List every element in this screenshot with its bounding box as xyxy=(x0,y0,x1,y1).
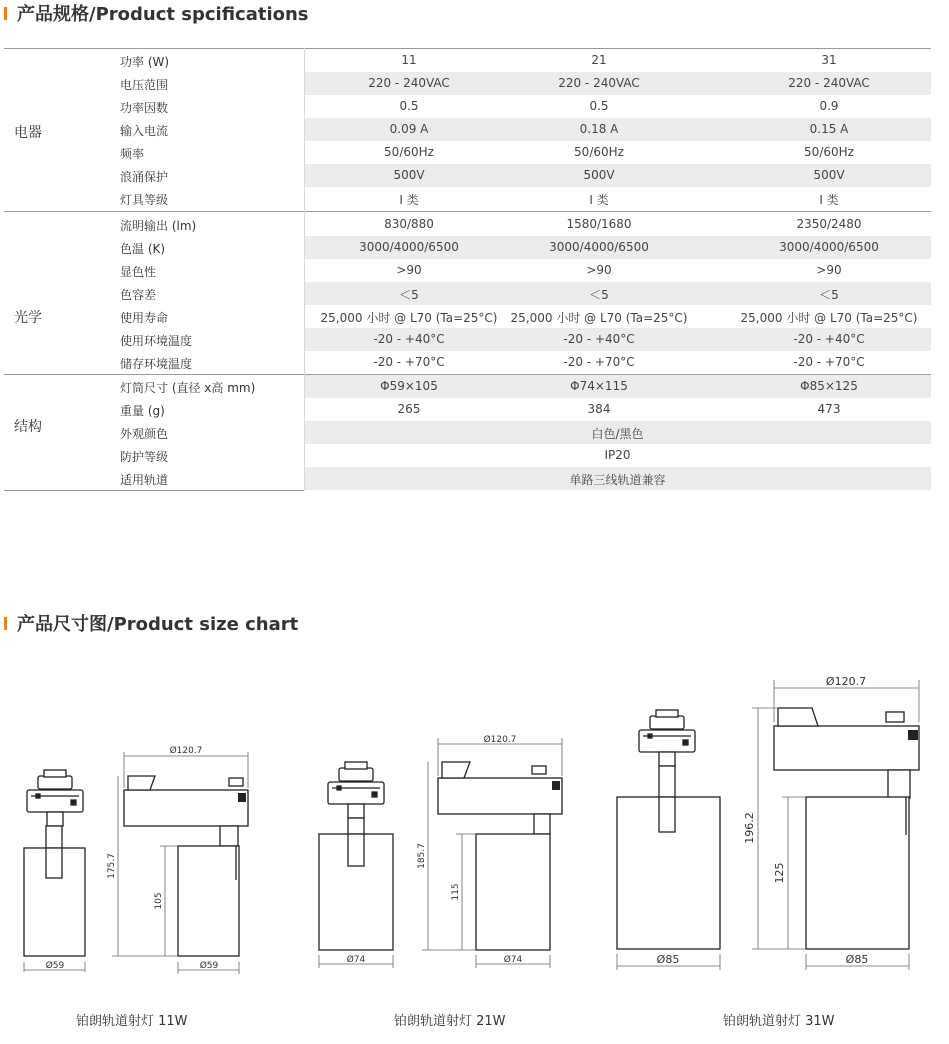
cell: Φ85×125 xyxy=(800,379,858,393)
row-label: 灯筒尺寸 (直径 x高 mm) xyxy=(120,381,256,395)
cell: 220 - 240VAC xyxy=(788,76,870,90)
cell: 50/60Hz xyxy=(804,145,854,159)
cell: -20 - +70°C xyxy=(373,355,445,369)
cell: 220 - 240VAC xyxy=(368,76,450,90)
height-dim: 185.7 xyxy=(417,843,427,869)
side-diameter: Ø85 xyxy=(845,953,869,966)
cell: 25,000 小时 @ L70 (Ta=25°C) xyxy=(320,311,498,325)
cell: 25,000 小时 @ L70 (Ta=25°C) xyxy=(510,311,688,325)
cell: 473 xyxy=(817,402,841,416)
cell: 0.18 A xyxy=(579,122,619,136)
cell: 1580/1680 xyxy=(566,217,632,231)
body-height-dim: 125 xyxy=(773,862,786,884)
height-dim: 196.2 xyxy=(743,812,756,844)
row-label: 防护等级 xyxy=(120,450,169,464)
cell: 50/60Hz xyxy=(574,145,624,159)
cell: 31 xyxy=(821,53,837,67)
body-height-dim: 115 xyxy=(451,883,461,901)
row-label: 色容差 xyxy=(120,288,157,302)
caption-21w: 铂朗轨道射灯 21W xyxy=(394,1014,506,1029)
height-dim: 175.7 xyxy=(107,853,117,879)
cell: 3000/4000/6500 xyxy=(359,240,459,254)
cell: 2350/2480 xyxy=(796,217,862,231)
row-label: 使用环境温度 xyxy=(120,334,193,348)
cell: >90 xyxy=(586,263,612,277)
row-label: 色温 (K) xyxy=(120,242,166,256)
side-diameter: Ø59 xyxy=(199,961,219,971)
merged-cell: IP20 xyxy=(604,448,631,462)
cell: 3000/4000/6500 xyxy=(779,240,879,254)
cell: 0.15 A xyxy=(809,122,849,136)
product-drawing-31w xyxy=(617,675,919,970)
merged-cell: 单路三线轨道兼容 xyxy=(569,473,666,487)
cell: Φ59×105 xyxy=(380,379,438,393)
body-height-dim: 105 xyxy=(154,892,164,910)
overall-width: Ø120.7 xyxy=(825,675,867,688)
cell: 11 xyxy=(401,53,417,67)
group-label-electrical: 电器 xyxy=(14,125,42,141)
cell: 50/60Hz xyxy=(384,145,434,159)
side-view xyxy=(417,734,562,968)
cell: 830/880 xyxy=(384,217,434,231)
overall-width: Ø120.7 xyxy=(169,746,203,756)
cell: ＜5 xyxy=(589,288,609,302)
cell: 265 xyxy=(397,402,421,416)
cell: 500V xyxy=(583,168,615,182)
cell: >90 xyxy=(396,263,422,277)
overall-width: Ø120.7 xyxy=(483,735,517,745)
cell: ＜5 xyxy=(819,288,839,302)
row-label: 使用寿命 xyxy=(120,311,169,325)
row-label: 功率 (W) xyxy=(120,55,170,69)
cell: -20 - +70°C xyxy=(563,355,635,369)
cell: 0.5 xyxy=(399,99,419,113)
cell: >90 xyxy=(816,263,842,277)
cell: I 类 xyxy=(819,193,839,207)
cell: 0.5 xyxy=(589,99,609,113)
side-view xyxy=(107,745,248,974)
cell: 3000/4000/6500 xyxy=(549,240,649,254)
group-label-optical: 光学 xyxy=(14,310,42,326)
cell: -20 - +40°C xyxy=(793,332,865,346)
cell: Φ74×115 xyxy=(570,379,628,393)
side-view xyxy=(743,675,919,970)
front-view xyxy=(617,710,720,970)
row-label: 重量 (g) xyxy=(120,404,165,418)
cell: -20 - +40°C xyxy=(373,332,445,346)
size-title-text: 产品尺寸图/Product size chart xyxy=(17,614,299,635)
row-label: 浪涌保护 xyxy=(120,170,169,184)
front-diameter: Ø85 xyxy=(656,953,680,966)
cell: 220 - 240VAC xyxy=(558,76,640,90)
cell: 0.9 xyxy=(819,99,839,113)
group-label-structure: 结构 xyxy=(14,419,42,435)
row-label: 功率因数 xyxy=(120,101,169,115)
cell: 0.09 A xyxy=(389,122,429,136)
front-view xyxy=(319,762,393,968)
front-diameter: Ø74 xyxy=(346,955,366,965)
row-label: 电压范围 xyxy=(120,78,169,92)
front-diameter: Ø59 xyxy=(45,961,65,971)
cell: -20 - +40°C xyxy=(563,332,635,346)
row-label: 流明输出 (lm) xyxy=(120,219,197,233)
cell: 500V xyxy=(813,168,845,182)
row-label: 适用轨道 xyxy=(120,473,169,487)
row-label: 频率 xyxy=(120,147,145,161)
row-label: 储存环境温度 xyxy=(120,357,193,371)
side-diameter: Ø74 xyxy=(503,955,523,965)
row-label: 外观颜色 xyxy=(120,427,169,441)
product-drawing-11w xyxy=(24,745,248,974)
cell: 500V xyxy=(393,168,425,182)
cell: I 类 xyxy=(399,193,419,207)
spec-title-text: 产品规格/Product spcifications xyxy=(17,4,309,25)
cell: 21 xyxy=(591,53,607,67)
cell: 384 xyxy=(587,402,611,416)
caption-11w: 铂朗轨道射灯 11W xyxy=(76,1014,188,1029)
row-label: 显色性 xyxy=(120,265,157,279)
cell: ＜5 xyxy=(399,288,419,302)
merged-cell: 白色/黑色 xyxy=(591,427,644,441)
cell: -20 - +70°C xyxy=(793,355,865,369)
cell: I 类 xyxy=(589,193,609,207)
row-label: 灯具等级 xyxy=(120,193,169,207)
row-label: 输入电流 xyxy=(120,124,169,138)
product-drawing-21w xyxy=(319,734,562,968)
caption-31w: 铂朗轨道射灯 31W xyxy=(723,1014,835,1029)
front-view xyxy=(24,770,85,972)
cell: 25,000 小时 @ L70 (Ta=25°C) xyxy=(740,311,918,325)
